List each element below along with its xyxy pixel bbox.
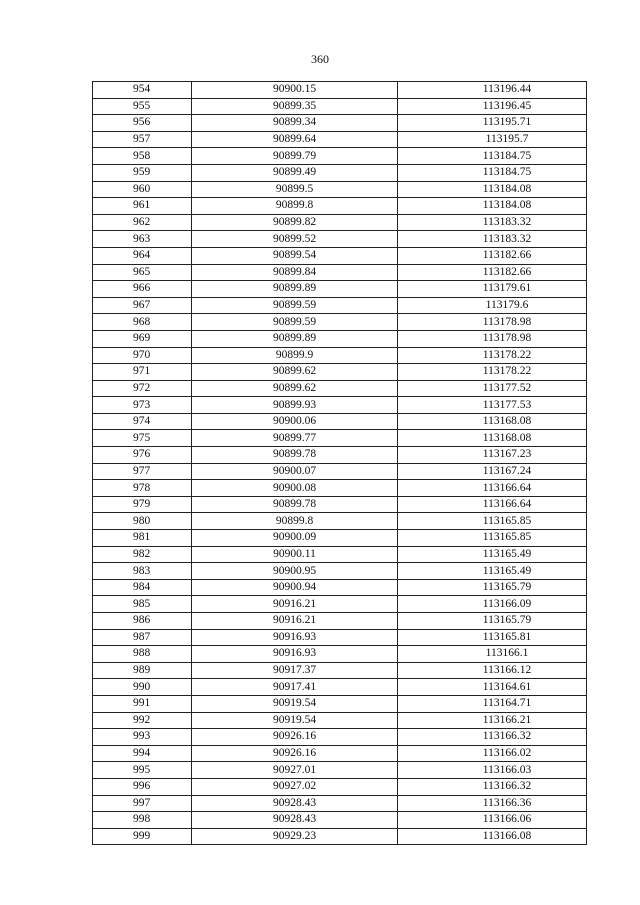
x-coordinate-cell: 90899.9 <box>192 347 398 364</box>
coordinate-table <box>92 81 587 845</box>
y-coordinate-cell: 113166.64 <box>398 496 587 513</box>
point-number-cell: 981 <box>93 530 192 547</box>
table-row <box>93 231 587 248</box>
y-coordinate-cell: 113178.98 <box>398 330 587 347</box>
x-coordinate-cell: 90927.01 <box>192 762 398 779</box>
y-coordinate-cell: 113166.64 <box>398 480 587 497</box>
point-number-cell: 962 <box>93 214 192 231</box>
x-coordinate-cell: 90899.34 <box>192 115 398 132</box>
x-coordinate-cell: 90917.41 <box>192 679 398 696</box>
x-coordinate-cell: 90899.5 <box>192 181 398 198</box>
x-coordinate-cell: 90899.35 <box>192 98 398 115</box>
point-number-cell: 980 <box>93 513 192 530</box>
y-coordinate-cell: 113167.24 <box>398 463 587 480</box>
table-row <box>93 364 587 381</box>
table-row <box>93 513 587 530</box>
x-coordinate-cell: 90899.89 <box>192 281 398 298</box>
x-coordinate-cell: 90900.95 <box>192 563 398 580</box>
y-coordinate-cell: 113165.49 <box>398 563 587 580</box>
coordinate-table-body <box>93 82 587 845</box>
table-row <box>93 297 587 314</box>
x-coordinate-cell: 90927.02 <box>192 778 398 795</box>
y-coordinate-cell: 113166.03 <box>398 762 587 779</box>
table-row <box>93 214 587 231</box>
table-row <box>93 662 587 679</box>
point-number-cell: 984 <box>93 579 192 596</box>
y-coordinate-cell: 113166.02 <box>398 745 587 762</box>
table-row <box>93 131 587 148</box>
point-number-cell: 967 <box>93 297 192 314</box>
point-number-cell: 976 <box>93 447 192 464</box>
y-coordinate-cell: 113166.36 <box>398 795 587 812</box>
point-number-cell: 994 <box>93 745 192 762</box>
table-row <box>93 745 587 762</box>
table-row <box>93 778 587 795</box>
x-coordinate-cell: 90899.62 <box>192 364 398 381</box>
y-coordinate-cell: 113184.75 <box>398 148 587 165</box>
point-number-cell: 955 <box>93 98 192 115</box>
table-row <box>93 646 587 663</box>
point-number-cell: 979 <box>93 496 192 513</box>
y-coordinate-cell: 113166.1 <box>398 646 587 663</box>
x-coordinate-cell: 90900.08 <box>192 480 398 497</box>
y-coordinate-cell: 113184.08 <box>398 181 587 198</box>
table-row <box>93 164 587 181</box>
table-row <box>93 181 587 198</box>
table-row <box>93 596 587 613</box>
point-number-cell: 996 <box>93 778 192 795</box>
table-row <box>93 629 587 646</box>
y-coordinate-cell: 113168.08 <box>398 413 587 430</box>
x-coordinate-cell: 90900.09 <box>192 530 398 547</box>
point-number-cell: 965 <box>93 264 192 281</box>
table-row <box>93 496 587 513</box>
point-number-cell: 998 <box>93 812 192 829</box>
x-coordinate-cell: 90899.8 <box>192 513 398 530</box>
table-row <box>93 463 587 480</box>
page-number: 360 <box>311 52 329 66</box>
point-number-cell: 999 <box>93 828 192 845</box>
table-row <box>93 447 587 464</box>
y-coordinate-cell: 113179.61 <box>398 281 587 298</box>
x-coordinate-cell: 90899.62 <box>192 380 398 397</box>
x-coordinate-cell: 90899.82 <box>192 214 398 231</box>
y-coordinate-cell: 113195.7 <box>398 131 587 148</box>
y-coordinate-cell: 113182.66 <box>398 264 587 281</box>
table-row <box>93 729 587 746</box>
y-coordinate-cell: 113178.98 <box>398 314 587 331</box>
y-coordinate-cell: 113165.85 <box>398 530 587 547</box>
x-coordinate-cell: 90899.77 <box>192 430 398 447</box>
point-number-cell: 968 <box>93 314 192 331</box>
table-row <box>93 795 587 812</box>
x-coordinate-cell: 90916.21 <box>192 596 398 613</box>
point-number-cell: 961 <box>93 198 192 215</box>
point-number-cell: 969 <box>93 330 192 347</box>
table-row <box>93 430 587 447</box>
point-number-cell: 993 <box>93 729 192 746</box>
y-coordinate-cell: 113195.71 <box>398 115 587 132</box>
x-coordinate-cell: 90900.15 <box>192 82 398 99</box>
y-coordinate-cell: 113164.71 <box>398 695 587 712</box>
point-number-cell: 982 <box>93 546 192 563</box>
point-number-cell: 989 <box>93 662 192 679</box>
y-coordinate-cell: 113182.66 <box>398 247 587 264</box>
y-coordinate-cell: 113164.61 <box>398 679 587 696</box>
y-coordinate-cell: 113165.79 <box>398 613 587 630</box>
point-number-cell: 972 <box>93 380 192 397</box>
y-coordinate-cell: 113165.49 <box>398 546 587 563</box>
point-number-cell: 990 <box>93 679 192 696</box>
x-coordinate-cell: 90926.16 <box>192 745 398 762</box>
table-row <box>93 546 587 563</box>
y-coordinate-cell: 113177.53 <box>398 397 587 414</box>
table-row <box>93 613 587 630</box>
table-row <box>93 247 587 264</box>
point-number-cell: 956 <box>93 115 192 132</box>
table-row <box>93 397 587 414</box>
x-coordinate-cell: 90899.49 <box>192 164 398 181</box>
table-row <box>93 115 587 132</box>
y-coordinate-cell: 113166.32 <box>398 778 587 795</box>
x-coordinate-cell: 90899.59 <box>192 314 398 331</box>
x-coordinate-cell: 90916.21 <box>192 613 398 630</box>
x-coordinate-cell: 90919.54 <box>192 695 398 712</box>
y-coordinate-cell: 113168.08 <box>398 430 587 447</box>
x-coordinate-cell: 90900.06 <box>192 413 398 430</box>
y-coordinate-cell: 113166.06 <box>398 812 587 829</box>
y-coordinate-cell: 113177.52 <box>398 380 587 397</box>
table-row <box>93 413 587 430</box>
table-row <box>93 712 587 729</box>
point-number-cell: 970 <box>93 347 192 364</box>
x-coordinate-cell: 90900.94 <box>192 579 398 596</box>
table-row <box>93 695 587 712</box>
y-coordinate-cell: 113184.08 <box>398 198 587 215</box>
x-coordinate-cell: 90899.78 <box>192 447 398 464</box>
y-coordinate-cell: 113166.21 <box>398 712 587 729</box>
table-row <box>93 347 587 364</box>
y-coordinate-cell: 113166.08 <box>398 828 587 845</box>
point-number-cell: 978 <box>93 480 192 497</box>
table-row <box>93 264 587 281</box>
x-coordinate-cell: 90916.93 <box>192 629 398 646</box>
table-row <box>93 812 587 829</box>
point-number-cell: 986 <box>93 613 192 630</box>
point-number-cell: 960 <box>93 181 192 198</box>
point-number-cell: 957 <box>93 131 192 148</box>
x-coordinate-cell: 90899.64 <box>192 131 398 148</box>
y-coordinate-cell: 113166.09 <box>398 596 587 613</box>
y-coordinate-cell: 113196.45 <box>398 98 587 115</box>
point-number-cell: 988 <box>93 646 192 663</box>
x-coordinate-cell: 90899.8 <box>192 198 398 215</box>
x-coordinate-cell: 90899.78 <box>192 496 398 513</box>
x-coordinate-cell: 90899.59 <box>192 297 398 314</box>
point-number-cell: 983 <box>93 563 192 580</box>
x-coordinate-cell: 90929.23 <box>192 828 398 845</box>
x-coordinate-cell: 90928.43 <box>192 795 398 812</box>
point-number-cell: 992 <box>93 712 192 729</box>
point-number-cell: 964 <box>93 247 192 264</box>
point-number-cell: 991 <box>93 695 192 712</box>
x-coordinate-cell: 90928.43 <box>192 812 398 829</box>
x-coordinate-cell: 90916.93 <box>192 646 398 663</box>
point-number-cell: 973 <box>93 397 192 414</box>
y-coordinate-cell: 113196.44 <box>398 82 587 99</box>
y-coordinate-cell: 113184.75 <box>398 164 587 181</box>
table-row <box>93 148 587 165</box>
x-coordinate-cell: 90899.52 <box>192 231 398 248</box>
point-number-cell: 963 <box>93 231 192 248</box>
table-row <box>93 530 587 547</box>
table-row <box>93 314 587 331</box>
x-coordinate-cell: 90899.93 <box>192 397 398 414</box>
table-row <box>93 579 587 596</box>
x-coordinate-cell: 90917.37 <box>192 662 398 679</box>
x-coordinate-cell: 90899.84 <box>192 264 398 281</box>
table-row <box>93 828 587 845</box>
table-row <box>93 82 587 99</box>
y-coordinate-cell: 113165.85 <box>398 513 587 530</box>
table-row <box>93 330 587 347</box>
y-coordinate-cell: 113166.32 <box>398 729 587 746</box>
point-number-cell: 959 <box>93 164 192 181</box>
point-number-cell: 974 <box>93 413 192 430</box>
x-coordinate-cell: 90899.79 <box>192 148 398 165</box>
point-number-cell: 954 <box>93 82 192 99</box>
point-number-cell: 958 <box>93 148 192 165</box>
y-coordinate-cell: 113183.32 <box>398 231 587 248</box>
y-coordinate-cell: 113178.22 <box>398 364 587 381</box>
x-coordinate-cell: 90900.07 <box>192 463 398 480</box>
point-number-cell: 975 <box>93 430 192 447</box>
y-coordinate-cell: 113179.6 <box>398 297 587 314</box>
point-number-cell: 987 <box>93 629 192 646</box>
y-coordinate-cell: 113165.81 <box>398 629 587 646</box>
y-coordinate-cell: 113183.32 <box>398 214 587 231</box>
y-coordinate-cell: 113178.22 <box>398 347 587 364</box>
point-number-cell: 971 <box>93 364 192 381</box>
table-row <box>93 281 587 298</box>
table-row <box>93 563 587 580</box>
x-coordinate-cell: 90919.54 <box>192 712 398 729</box>
table-row <box>93 198 587 215</box>
x-coordinate-cell: 90926.16 <box>192 729 398 746</box>
table-row <box>93 98 587 115</box>
x-coordinate-cell: 90900.11 <box>192 546 398 563</box>
y-coordinate-cell: 113165.79 <box>398 579 587 596</box>
point-number-cell: 985 <box>93 596 192 613</box>
y-coordinate-cell: 113167.23 <box>398 447 587 464</box>
table-row <box>93 480 587 497</box>
table-row <box>93 762 587 779</box>
table-row <box>93 380 587 397</box>
table-row <box>93 679 587 696</box>
x-coordinate-cell: 90899.54 <box>192 247 398 264</box>
x-coordinate-cell: 90899.89 <box>192 330 398 347</box>
y-coordinate-cell: 113166.12 <box>398 662 587 679</box>
coordinate-table-wrapper <box>92 81 586 845</box>
point-number-cell: 995 <box>93 762 192 779</box>
point-number-cell: 977 <box>93 463 192 480</box>
point-number-cell: 966 <box>93 281 192 298</box>
point-number-cell: 997 <box>93 795 192 812</box>
